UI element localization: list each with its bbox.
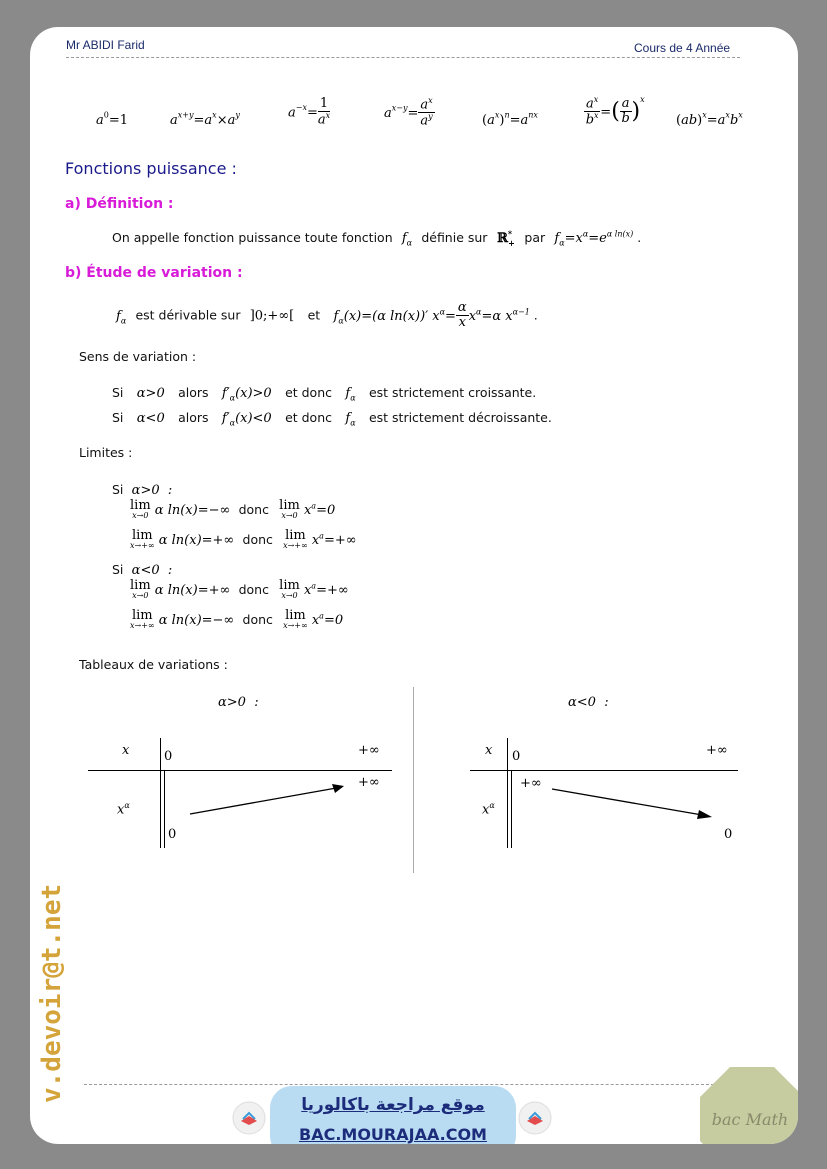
alors-label: alors <box>178 385 209 400</box>
left-table-row-label: $x^\alpha$ <box>117 801 130 818</box>
tables-separator <box>413 687 414 873</box>
document-page <box>30 27 798 1144</box>
left-table-rule <box>88 770 392 771</box>
limits-case-positive: Si α>0 : <box>112 482 173 498</box>
left-table-arrow <box>180 779 360 819</box>
bac-math-logo <box>700 1067 798 1144</box>
formula-product-power: $(ab)^x=a^xb^x$ <box>676 110 743 128</box>
definition-heading: a) Définition : <box>65 196 174 212</box>
tableaux-label: Tableaux de variations : <box>79 657 228 672</box>
left-table-x-label: x <box>122 743 130 758</box>
si-label: Si <box>112 410 124 425</box>
limites-label: Limites : <box>79 445 133 460</box>
left-table-start: 0 <box>164 749 173 764</box>
course-title: Cours de 4 Année <box>634 41 731 55</box>
derivative-line: $f_\alpha$ est dérivable sur ]0;+∞[ et $f_\alpha(x)=(\alpha$ ln(x))′ $x^\alpha=$ $\frac{\alpha}{x}$ $x^\alpha=\alpha$ $x^{\alpha-1}$ . <box>116 300 538 330</box>
et-donc-label: et donc <box>285 410 333 425</box>
left-table-end-value: +∞ <box>358 775 380 790</box>
bac-mourajaa-badge[interactable] <box>270 1086 516 1144</box>
right-table-x-label: x <box>485 743 493 758</box>
svg-text:v.devoir@t.net: v.devoir@t.net <box>37 883 67 1103</box>
formula-power-negative: $a^{-x}=$ $\frac{1}{a^x}$ <box>288 96 331 127</box>
limit-row-4: lim x→+∞ α ln(x)=−∞ donc lim x→+∞ $x^a=0$ <box>130 608 344 630</box>
definition-sentence: On appelle fonction puissance toute fonction $f_\alpha$ définie sur ℝ*$_+$ par $f_\alpha=x^\alpha=e^{\alpha ln(x)}$ . <box>112 228 642 248</box>
right-table-arrow <box>546 783 726 823</box>
author-name: Mr ABIDI Farid <box>66 38 145 52</box>
et-donc-label: et donc <box>285 385 333 400</box>
svg-text:bac Math: bac Math <box>711 1110 789 1129</box>
sens-variation-label: Sens de variation : <box>79 349 197 364</box>
site-url: BAC.MOURAJAA.COM <box>299 1125 487 1144</box>
book-emblem-icon-right <box>518 1101 552 1135</box>
right-table-end-value: 0 <box>724 827 733 842</box>
donc-label: donc <box>238 582 269 597</box>
left-table-start-value: 0 <box>168 827 177 842</box>
limit-row-1: lim x→0 α ln(x)=−∞ donc lim x→0 $x^a=0$ <box>130 498 336 520</box>
section-title: Fonctions puissance : <box>65 159 237 178</box>
variation-case-positive: Si α>0 alors $f'_\alpha(x)>0$ et donc $f_\alpha$ est strictement croissante. <box>112 385 537 403</box>
donc-label: donc <box>242 612 273 627</box>
definition-text-2: définie sur <box>421 230 488 245</box>
right-table-condition: α<0 : <box>568 695 609 710</box>
right-table-vline-a <box>507 738 508 848</box>
definition-text-3: par <box>524 230 546 245</box>
left-table-vline-b <box>164 770 165 848</box>
formula-power-of-power: $(a^x)^n=a^{nx}$ <box>482 110 538 128</box>
right-table-row-label: $x^\alpha$ <box>482 801 495 818</box>
limits-case-negative: Si α<0 : <box>112 562 173 578</box>
variation-heading: b) Étude de variation : <box>65 265 243 281</box>
right-table-end: +∞ <box>706 743 728 758</box>
decroissante-text: est strictement décroissante. <box>368 410 552 425</box>
watermark-text <box>30 867 80 1107</box>
formula-quotient-power: $\frac{a^x}{b^x}$ =( $\frac{a}{b}$ )$^x$ <box>585 95 645 128</box>
book-emblem-icon <box>232 1101 266 1135</box>
alors-label: alors <box>178 410 209 425</box>
definition-text-1: On appelle fonction puissance toute fonction <box>112 230 393 245</box>
donc-label: donc <box>242 532 273 547</box>
derivable-text: est dérivable sur <box>135 307 241 323</box>
formula-power-difference: $a^{x-y}=$ $\frac{a^x}{a^y}$ <box>384 96 433 129</box>
right-table-vline-b <box>511 770 512 848</box>
arabic-site-name: موقع مراجعة باكالوريا <box>301 1095 485 1115</box>
formula-power-sum: $a^{x+y}=a^x\times a^y$ <box>170 110 240 128</box>
formula-power-zero: $a^0=1$ <box>96 110 129 128</box>
footer-divider <box>84 1084 724 1085</box>
si-label: Si <box>112 385 124 400</box>
left-table-condition: α>0 : <box>218 695 259 710</box>
right-table-start-value: +∞ <box>520 776 542 791</box>
limit-row-2: lim x→+∞ α ln(x)=+∞ donc lim x→+∞ $x^a=+\infty$ <box>130 528 357 550</box>
si-label: Si <box>112 482 124 497</box>
left-table-vline-a <box>160 738 161 848</box>
variation-case-negative: Si α<0 alors $f'_\alpha(x)<0$ et donc $f_\alpha$ est strictement décroissante. <box>112 410 552 428</box>
donc-label: donc <box>238 502 269 517</box>
right-table-start: 0 <box>512 749 521 764</box>
left-table-end: +∞ <box>358 743 380 758</box>
et-text: et <box>307 307 321 323</box>
limit-row-3: lim x→0 α ln(x)=+∞ donc lim x→0 $x^a=+\infty$ <box>130 578 349 600</box>
header-divider <box>66 57 740 58</box>
croissante-text: est strictement croissante. <box>368 385 537 400</box>
si-label: Si <box>112 562 124 577</box>
